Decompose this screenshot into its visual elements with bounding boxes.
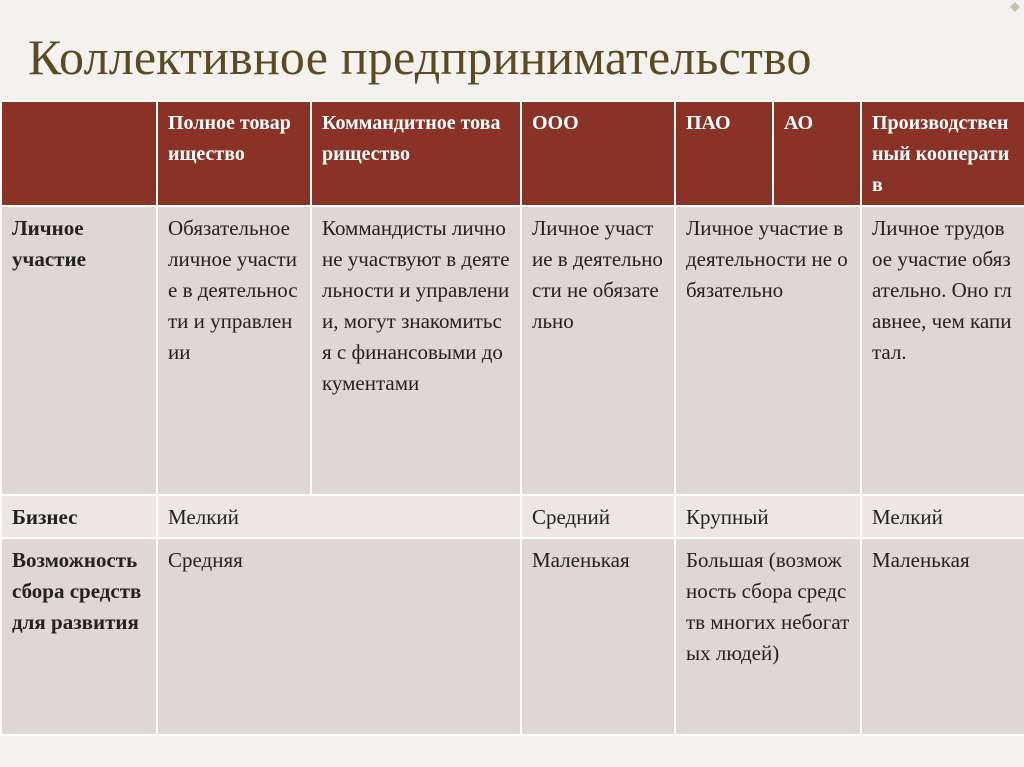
- table-row-personal-participation: [1, 206, 1024, 495]
- cell-business-partnerships: Мелкий: [157, 495, 521, 538]
- cell-business-cooperative: Мелкий: [861, 495, 1024, 538]
- cell-personal-cooperative: Личное трудовое участие обязательно. Оно главнее, чем капитал.: [861, 206, 1024, 495]
- cell-business-pao-ao: Крупный: [675, 495, 861, 538]
- cell-funding-cooperative: Маленькая: [861, 538, 1024, 735]
- header-row: [1, 101, 1024, 206]
- diamond-icon: [1010, 2, 1020, 12]
- header-full-partnership: Полное товарищество: [157, 101, 311, 206]
- header-ooo: ООО: [521, 101, 675, 206]
- cell-funding-partnerships: Средняя: [157, 538, 521, 735]
- comparison-table: [0, 100, 1024, 736]
- row-label-business: Бизнес: [1, 495, 157, 538]
- header-limited-partnership: Коммандитное товарищество: [311, 101, 521, 206]
- table-row-funding: [1, 538, 1024, 735]
- cell-personal-limited-partnership: Коммандисты лично не участвуют в деятельности и управлении, могут знакомиться с финансовыми документами: [311, 206, 521, 495]
- row-label-personal-participation: Личное участие: [1, 206, 157, 495]
- cell-business-ooo: Средний: [521, 495, 675, 538]
- header-empty: [1, 101, 157, 206]
- cell-funding-ooo: Маленькая: [521, 538, 675, 735]
- cell-personal-full-partnership: Обязательное личное участие в деятельности и управлении: [157, 206, 311, 495]
- header-ao: АО: [773, 101, 861, 206]
- page-title: Коллективное предпринимательство: [28, 29, 812, 85]
- cell-funding-pao-ao: Большая (возможность сбора средств многих небогатых людей): [675, 538, 861, 735]
- cell-personal-ooo: Личное участие в деятельности не обязательно: [521, 206, 675, 495]
- table-row-business: [1, 495, 1024, 538]
- row-label-funding: Возможность сбора средств для развития: [1, 538, 157, 735]
- cell-personal-pao-ao: Личное участие в деятельности не обязательно: [675, 206, 861, 495]
- header-cooperative: Производственный кооператив: [861, 101, 1024, 206]
- header-pao: ПАО: [675, 101, 773, 206]
